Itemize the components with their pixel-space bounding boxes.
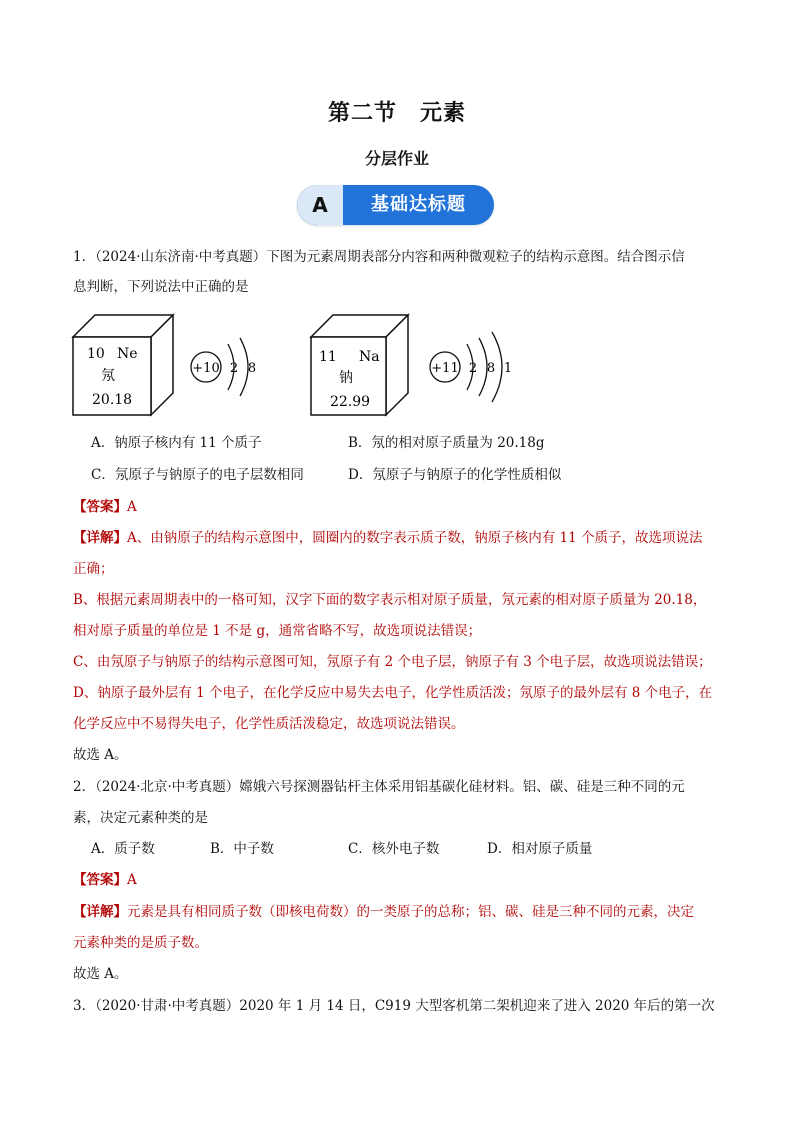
sodium-mass: 22.99 (330, 394, 371, 410)
q2-detail-line1 (73, 902, 694, 922)
neon-symbol: Ne (117, 346, 138, 362)
neon-shell-2: 8 (247, 361, 257, 376)
q1-detail-line1 (73, 528, 703, 548)
q1-detail-line4: 相对原子质量的单位是 1 不是 g，通常省略不写，故选项说法错误； (73, 623, 482, 639)
q1-detail-tag: 【详解】 (73, 530, 127, 546)
q1-option-a: A．钠原子核内有 11 个质子 (91, 435, 262, 451)
q1-conclusion: 故选 A。 (73, 747, 128, 763)
sodium-shell-2: 8 (486, 361, 496, 376)
q2-stem-line1: 2．（2024·北京·中考真题）嫦娥六号探测器钻杆主体采用铝基碳化硅材料。铝、碳、硅是三种不同的元 (73, 779, 685, 795)
neon-atom-diagram (191, 338, 256, 396)
q1-detail-text1: A、由钠原子的结构示意图中，圆圈内的数字表示质子数，钠原子核内有 11 个质子，故选项说法 (127, 530, 703, 546)
q1-detail-line2: 正确； (73, 561, 114, 577)
q1-option-b: B．氖的相对原子质量为 20.18g (348, 435, 545, 451)
q2-option-a: A．质子数 (91, 841, 155, 857)
q1-option-d: D．氖原子与钠原子的化学性质相似 (348, 467, 562, 483)
sodium-shell-3: 1 (503, 361, 513, 376)
neon-number: 10 (87, 346, 105, 362)
q2-answer (73, 870, 137, 890)
section-subtitle: 分层作业 (364, 149, 429, 168)
q2-detail-text1: 元素是具有相同质子数（即核电荷数）的一类原子的总称；铝、碳、硅是三种不同的元素，决定 (127, 904, 694, 920)
q2-answer-tag: 【答案】 (73, 872, 127, 888)
q3-stem-line1: 3．（2020·甘肃·中考真题）2020 年 1 月 14 日，C919 大型客机第二架机迎来了进入 2020 年后的第一次 (73, 998, 715, 1014)
q2-conclusion: 故选 A。 (73, 966, 128, 982)
neon-element-cell (73, 315, 173, 415)
q1-option-c: C．氖原子与钠原子的电子层数相同 (91, 467, 304, 483)
q1-figure (68, 310, 548, 420)
sodium-name: 钠 (339, 370, 353, 386)
q2-detail-line2: 元素种类的是质子数。 (73, 935, 208, 951)
q2-answer-value: A (127, 872, 137, 888)
sodium-symbol: Na (359, 349, 380, 365)
neon-shell-1: 2 (229, 361, 239, 376)
q1-stem-line2: 息判断，下列说法中正确的是 (73, 279, 249, 295)
neon-mass: 20.18 (92, 392, 133, 408)
q1-detail-line3: B、根据元素周期表中的一格可知，汉字下面的数字表示相对原子质量，氖元素的相对原子质量为 20.18， (73, 592, 707, 608)
q1-detail-line6: D、钠原子最外层有 1 个电子，在化学反应中易失去电子，化学性质活泼；氖原子的最外层有 8 个电子，在 (73, 685, 713, 701)
sodium-number: 11 (319, 349, 337, 365)
q2-option-b: B．中子数 (210, 841, 274, 857)
level-letter-bg (297, 185, 343, 225)
q1-answer (73, 497, 137, 517)
sodium-nucleus-charge: +11 (431, 361, 459, 376)
level-letter: A (312, 193, 328, 217)
neon-name: 氖 (101, 368, 115, 384)
q2-option-d: D．相对原子质量 (487, 841, 593, 857)
q1-answer-tag: 【答案】 (73, 499, 127, 515)
level-badge (297, 185, 494, 225)
q2-detail-tag: 【详解】 (73, 904, 127, 920)
q1-answer-value: A (127, 499, 137, 515)
sodium-shell-1: 2 (468, 361, 478, 376)
q1-detail-line5: C、由氖原子与钠原子的结构示意图可知，氖原子有 2 个电子层，钠原子有 3 个电子层，故选项说法错误； (73, 654, 712, 670)
sodium-atom-diagram (430, 332, 512, 402)
q1-stem-line1: 1．（2024·山东济南·中考真题）下图为元素周期表部分内容和两种微观粒子的结构示意图。结合图示信 (73, 249, 685, 265)
section-title: 第二节 元素 (327, 101, 466, 126)
level-label: 基础达标题 (371, 194, 466, 215)
neon-nucleus-charge: +10 (192, 361, 220, 376)
sodium-element-cell (311, 315, 408, 415)
q2-stem-line2: 素，决定元素种类的是 (73, 810, 208, 826)
q1-detail-line7: 化学反应中不易得失电子，化学性质活泼稳定，故选项说法错误。 (73, 716, 465, 732)
q2-option-c: C．核外电子数 (348, 841, 440, 857)
